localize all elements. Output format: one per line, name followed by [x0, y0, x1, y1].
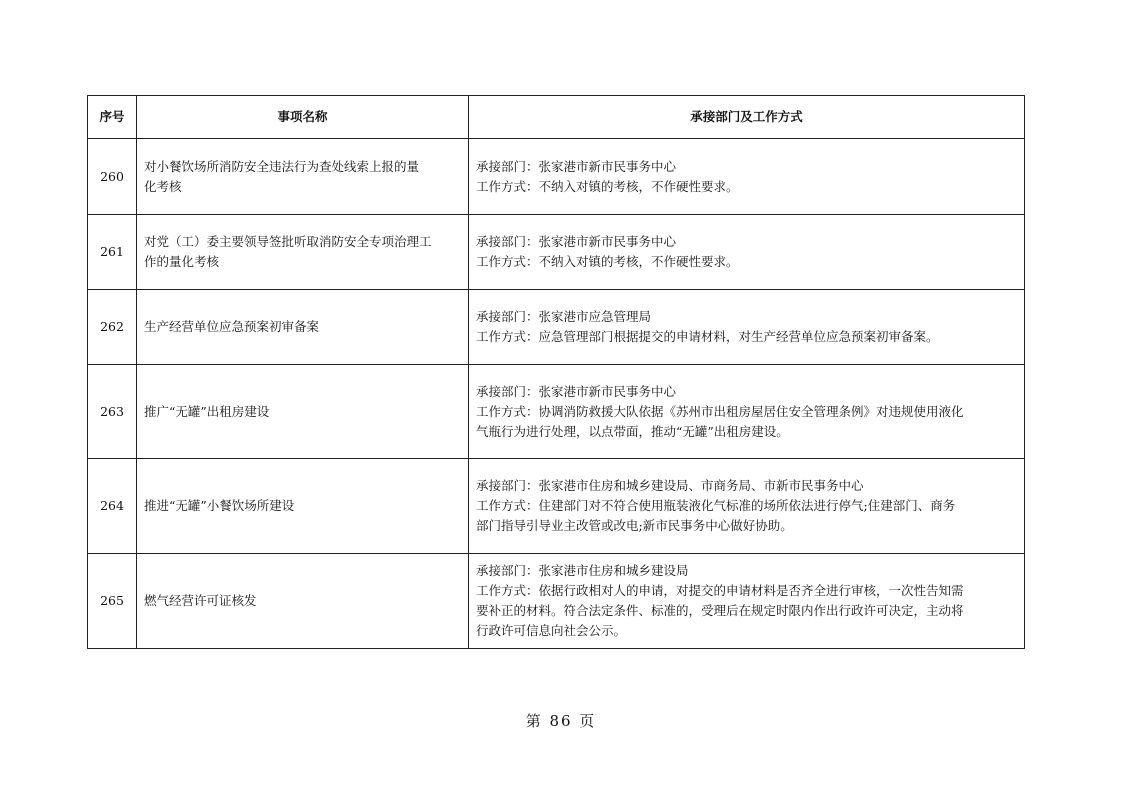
text-line: 部门指导引导业主改管或改电;新市民事务中心做好协助。 — [476, 518, 793, 533]
text-line: 工作方式：不纳入对镇的考核，不作硬性要求。 — [476, 254, 739, 269]
text-line: 推进“无罐”小餐饮场所建设 — [144, 498, 295, 513]
table-header-row — [88, 96, 1025, 139]
row-item-name — [137, 139, 469, 215]
header-item-name: 事项名称 — [137, 96, 469, 139]
text-line: 工作方式：应急管理部门根据提交的申请材料，对生产经营单位应急预案初审备案。 — [476, 329, 939, 344]
text-line: 对党（工）委主要领导签批听取消防安全专项治理工 — [144, 234, 432, 249]
row-number: 265 — [88, 554, 137, 649]
text-line: 承接部门：张家港市住房和城乡建设局 — [476, 563, 689, 578]
text-line: 承接部门：张家港市新市民事务中心 — [476, 158, 677, 174]
text-line: 工作方式：依据行政相对人的申请，对提交的申请材料是否齐全进行审核，一次性告知需 — [476, 583, 964, 598]
row-item-name — [137, 290, 469, 365]
header-department-method: 承接部门及工作方式 — [469, 96, 1025, 139]
text-line: 要补正的材料。符合法定条件、标准的，受理后在规定时限内作出行政许可决定，主动将 — [476, 603, 964, 618]
text-line: 行政许可信息向社会公示。 — [476, 623, 627, 638]
table-row — [88, 290, 1025, 365]
text-line: 工作方式：协调消防救援大队依据《苏州市出租房屋居住安全管理条例》对违规使用液化 — [476, 403, 964, 419]
row-department-method — [469, 365, 1025, 459]
text-line: 燃气经营许可证核发 — [144, 593, 257, 608]
text-line: 对小餐饮场所消防安全违法行为查处线索上报的量 — [144, 158, 420, 174]
row-item-name — [137, 365, 469, 459]
text-line: 承接部门：张家港市新市民事务中心 — [476, 383, 677, 399]
text-line: 生产经营单位应急预案初审备案 — [144, 319, 320, 334]
table-row — [88, 554, 1025, 649]
header-serial-number: 序号 — [88, 96, 137, 139]
text-line: 承接部门：张家港市住房和城乡建设局、市商务局、市新市民事务中心 — [476, 478, 864, 493]
text-line: 气瓶行为进行处理，以点带面，推动“无罐”出租房建设。 — [476, 423, 789, 439]
text-line: 推广“无罐”出租房建设 — [144, 403, 270, 419]
table-row — [88, 139, 1025, 215]
text-line: 化考核 — [144, 178, 182, 194]
row-department-method — [469, 459, 1025, 554]
text-line: 承接部门：张家港市应急管理局 — [476, 309, 652, 324]
row-item-name — [137, 459, 469, 554]
table-row — [88, 459, 1025, 554]
row-number: 261 — [88, 215, 137, 290]
row-department-method — [469, 139, 1025, 215]
row-department-method — [469, 290, 1025, 365]
row-item-name — [137, 215, 469, 290]
page-number: 第 86 页 — [525, 712, 597, 730]
text-line: 作的量化考核 — [144, 254, 220, 269]
row-department-method — [469, 554, 1025, 649]
text-line: 工作方式：住建部门对不符合使用瓶装液化气标准的场所依法进行停气;住建部门、商务 — [476, 498, 956, 513]
row-number: 262 — [88, 290, 137, 365]
row-number: 264 — [88, 459, 137, 554]
document-table — [87, 95, 1025, 649]
text-line: 工作方式：不纳入对镇的考核，不作硬性要求。 — [476, 178, 739, 194]
table-row — [88, 215, 1025, 290]
row-item-name — [137, 554, 469, 649]
table-row — [88, 365, 1025, 459]
row-number: 260 — [88, 139, 137, 215]
row-number: 263 — [88, 365, 137, 459]
row-department-method — [469, 215, 1025, 290]
text-line: 承接部门：张家港市新市民事务中心 — [476, 234, 677, 249]
